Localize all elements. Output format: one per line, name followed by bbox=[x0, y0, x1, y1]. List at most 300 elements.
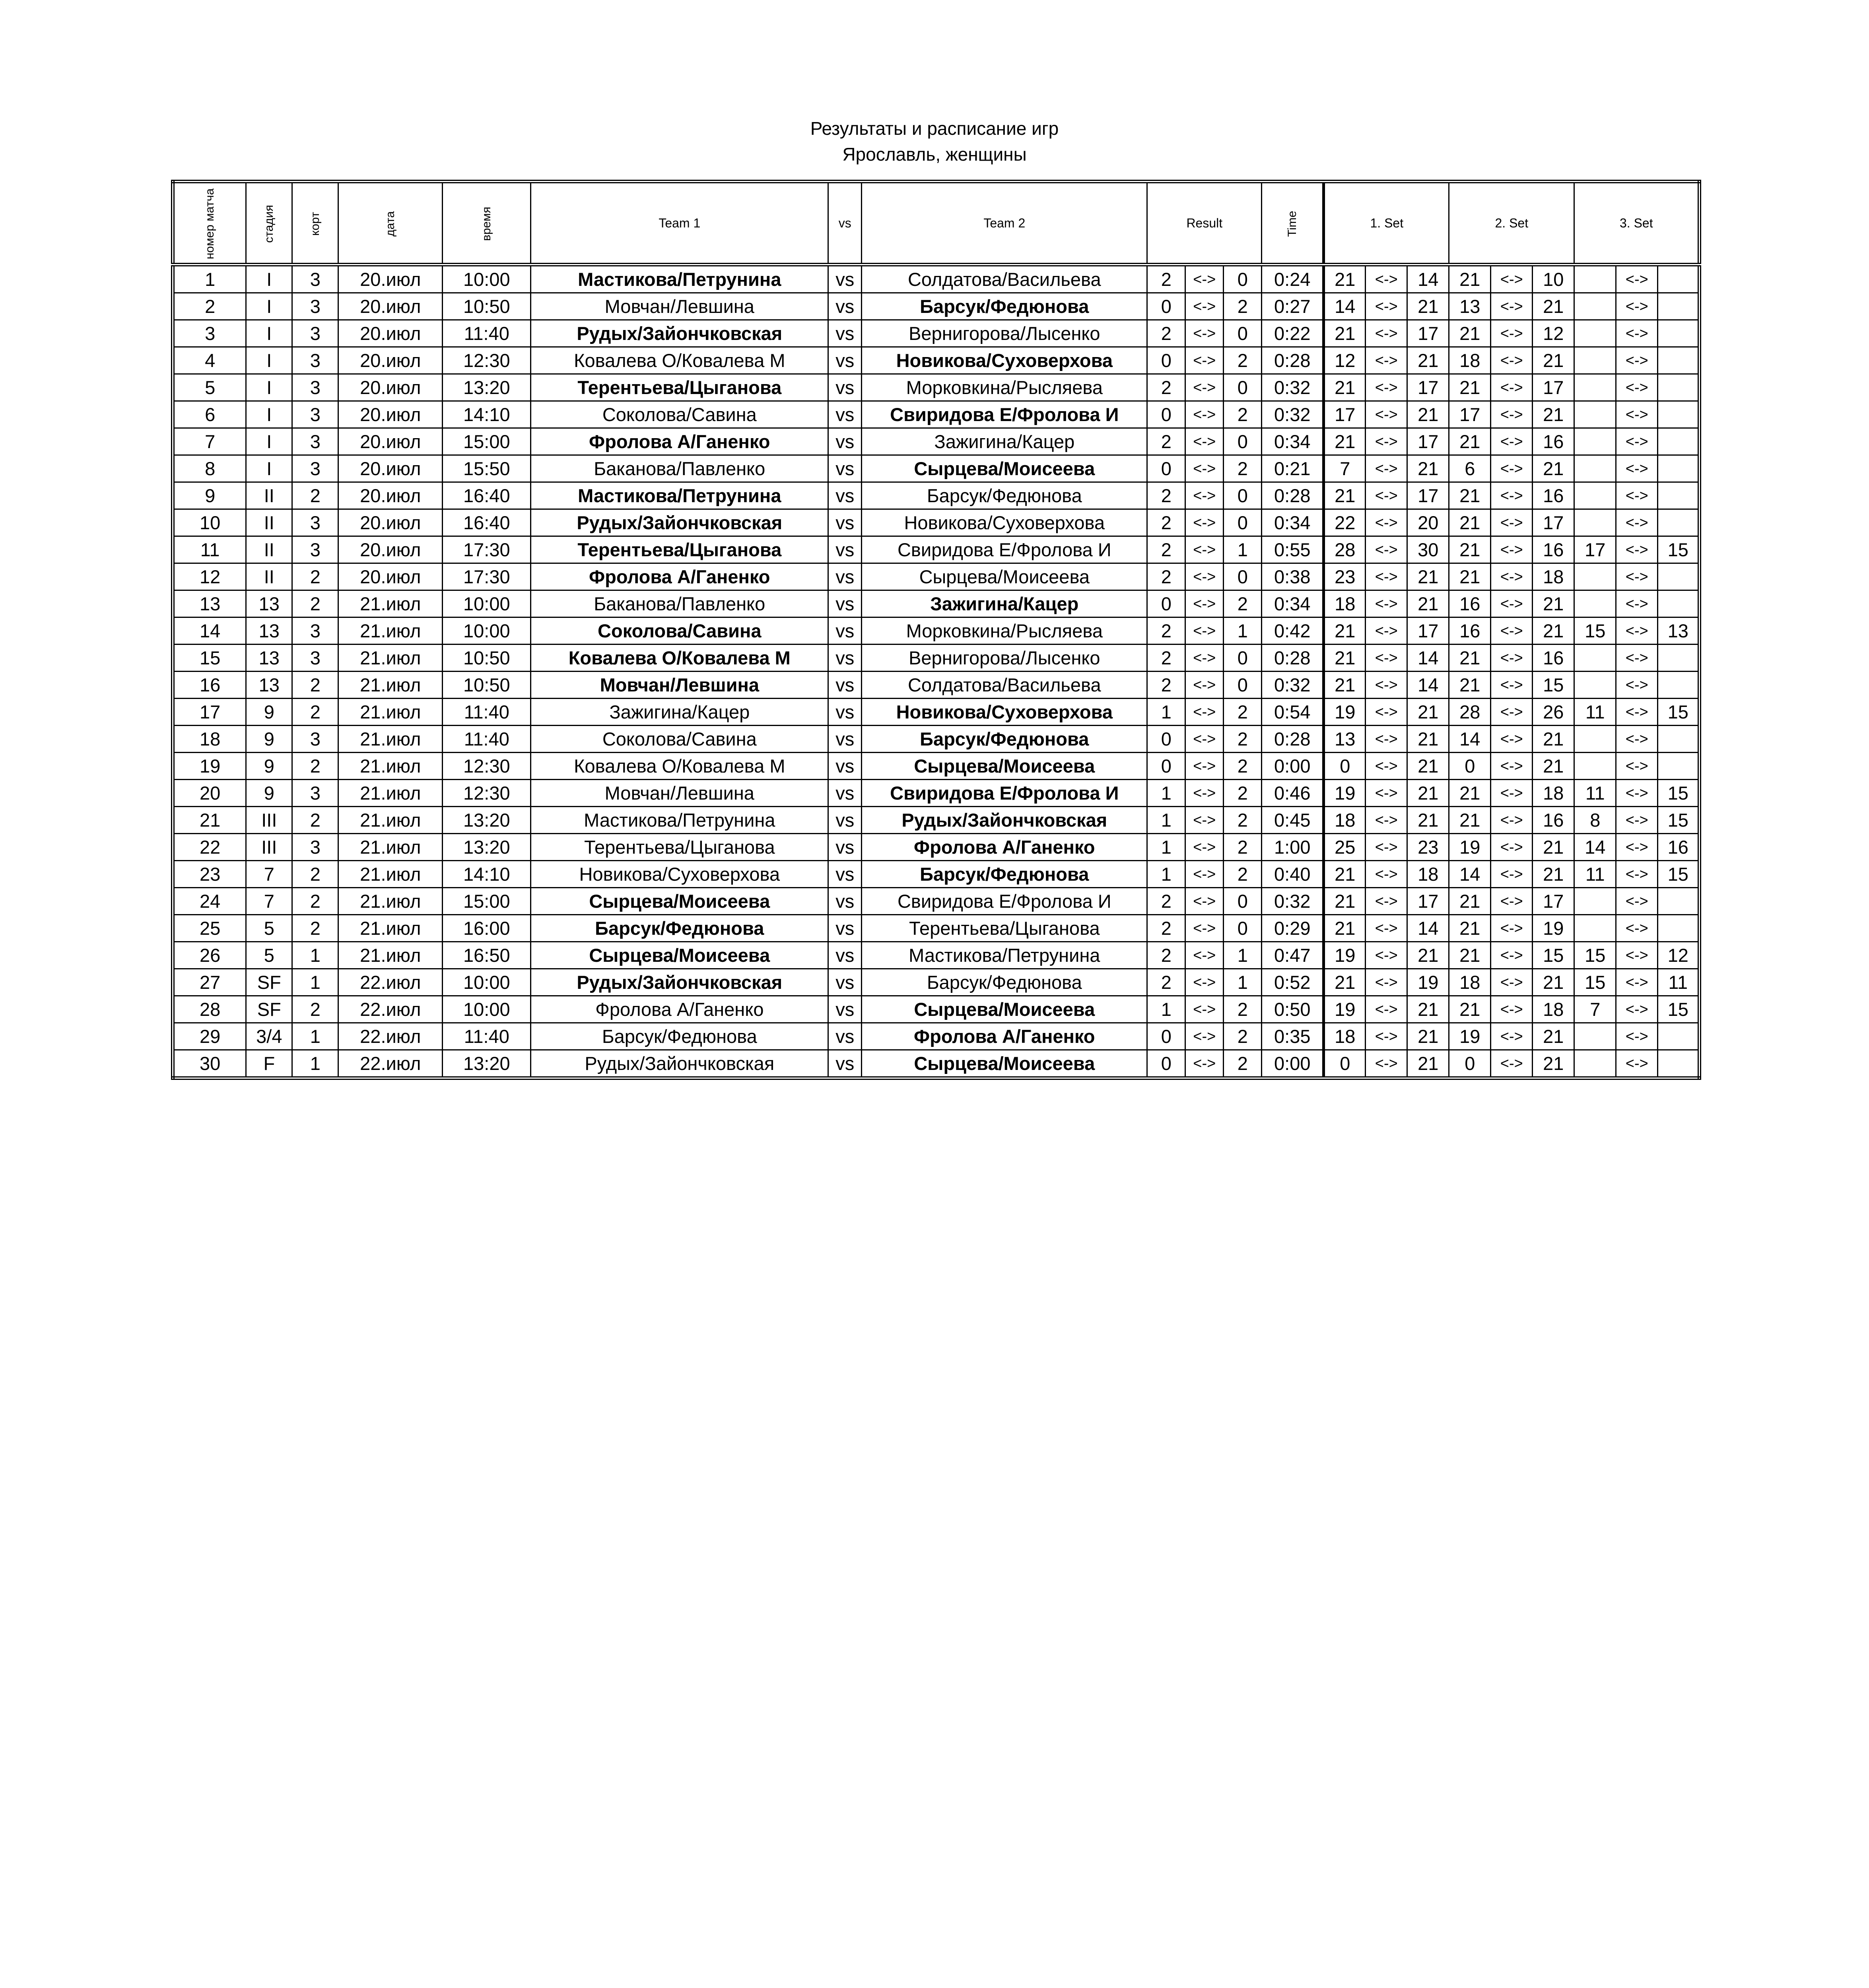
result-team1-cell: 0 bbox=[1147, 347, 1185, 374]
set1-team1-cell: 21 bbox=[1324, 672, 1366, 699]
time-cell: 16:00 bbox=[443, 915, 531, 942]
result-team2-cell: 0 bbox=[1224, 888, 1262, 915]
stage-cell: 13 bbox=[246, 672, 292, 699]
team1-cell: Рудых/Зайончковская bbox=[531, 509, 828, 536]
set3-team2-cell bbox=[1658, 482, 1700, 509]
set1-team2-cell: 14 bbox=[1407, 645, 1449, 672]
set1-arrow: <-> bbox=[1366, 780, 1407, 807]
result-team1-cell: 0 bbox=[1147, 401, 1185, 428]
set2-arrow: <-> bbox=[1491, 861, 1533, 888]
result-team2-cell: 2 bbox=[1224, 780, 1262, 807]
set1-team1-cell: 21 bbox=[1324, 888, 1366, 915]
team1-cell: Терентьева/Цыганова bbox=[531, 536, 828, 563]
result-team2-cell: 2 bbox=[1224, 753, 1262, 780]
duration-cell: 0:34 bbox=[1262, 509, 1324, 536]
set1-team2-cell: 21 bbox=[1407, 590, 1449, 617]
match-no-cell: 19 bbox=[173, 753, 246, 780]
match-no-cell: 26 bbox=[173, 942, 246, 969]
match-row bbox=[173, 672, 1700, 699]
court-cell: 3 bbox=[292, 617, 338, 645]
date-cell: 20.июл bbox=[338, 347, 443, 374]
set1-arrow: <-> bbox=[1366, 428, 1407, 455]
set1-arrow: <-> bbox=[1366, 726, 1407, 753]
set2-arrow: <-> bbox=[1491, 645, 1533, 672]
vs-cell: vs bbox=[828, 374, 862, 401]
date-cell: 21.июл bbox=[338, 726, 443, 753]
court-cell: 2 bbox=[292, 996, 338, 1023]
result-team1-cell: 2 bbox=[1147, 428, 1185, 455]
date-cell: 20.июл bbox=[338, 563, 443, 590]
match-no-cell: 15 bbox=[173, 645, 246, 672]
duration-cell: 0:54 bbox=[1262, 699, 1324, 726]
result-team2-cell: 2 bbox=[1224, 1023, 1262, 1050]
time-cell: 15:00 bbox=[443, 428, 531, 455]
match-no-cell: 24 bbox=[173, 888, 246, 915]
match-no-cell: 14 bbox=[173, 617, 246, 645]
result-team1-cell: 0 bbox=[1147, 726, 1185, 753]
set3-arrow: <-> bbox=[1616, 645, 1658, 672]
date-cell: 21.июл bbox=[338, 834, 443, 861]
set3-team2-cell bbox=[1658, 672, 1700, 699]
vs-cell: vs bbox=[828, 563, 862, 590]
result-team1-cell: 1 bbox=[1147, 861, 1185, 888]
result-team1-cell: 1 bbox=[1147, 807, 1185, 834]
team1-cell: Фролова А/Ганенко bbox=[531, 563, 828, 590]
result-team2-cell: 1 bbox=[1224, 969, 1262, 996]
header-team2: Team 2 bbox=[862, 182, 1147, 265]
set2-arrow: <-> bbox=[1491, 726, 1533, 753]
header-date: дата bbox=[338, 182, 443, 265]
court-cell: 3 bbox=[292, 265, 338, 293]
time-cell: 15:00 bbox=[443, 888, 531, 915]
result-team1-cell: 0 bbox=[1147, 1023, 1185, 1050]
result-arrow: <-> bbox=[1185, 753, 1224, 780]
set1-team2-cell: 21 bbox=[1407, 455, 1449, 482]
set2-arrow: <-> bbox=[1491, 374, 1533, 401]
time-cell: 14:10 bbox=[443, 861, 531, 888]
result-team1-cell: 2 bbox=[1147, 617, 1185, 645]
set3-team2-cell bbox=[1658, 428, 1700, 455]
set2-team1-cell: 14 bbox=[1449, 726, 1491, 753]
duration-cell: 0:52 bbox=[1262, 969, 1324, 996]
set2-team2-cell: 18 bbox=[1533, 563, 1574, 590]
set2-team2-cell: 21 bbox=[1533, 293, 1574, 320]
set2-team1-cell: 21 bbox=[1449, 428, 1491, 455]
result-arrow: <-> bbox=[1185, 996, 1224, 1023]
set2-team2-cell: 21 bbox=[1533, 726, 1574, 753]
stage-cell: SF bbox=[246, 969, 292, 996]
result-arrow: <-> bbox=[1185, 780, 1224, 807]
result-team1-cell: 2 bbox=[1147, 482, 1185, 509]
date-cell: 21.июл bbox=[338, 807, 443, 834]
team1-cell: Терентьева/Цыганова bbox=[531, 374, 828, 401]
duration-cell: 0:24 bbox=[1262, 265, 1324, 293]
set3-arrow: <-> bbox=[1616, 726, 1658, 753]
set3-arrow: <-> bbox=[1616, 347, 1658, 374]
set2-arrow: <-> bbox=[1491, 672, 1533, 699]
duration-cell: 0:47 bbox=[1262, 942, 1324, 969]
vs-cell: vs bbox=[828, 942, 862, 969]
set3-team1-cell bbox=[1574, 645, 1616, 672]
set3-arrow: <-> bbox=[1616, 753, 1658, 780]
team1-cell: Барсук/Федюнова bbox=[531, 1023, 828, 1050]
set1-team1-cell: 18 bbox=[1324, 590, 1366, 617]
result-arrow: <-> bbox=[1185, 699, 1224, 726]
set3-team1-cell: 11 bbox=[1574, 699, 1616, 726]
match-row bbox=[173, 293, 1700, 320]
time-cell: 16:50 bbox=[443, 942, 531, 969]
result-arrow: <-> bbox=[1185, 563, 1224, 590]
set2-team2-cell: 15 bbox=[1533, 672, 1574, 699]
set3-arrow: <-> bbox=[1616, 807, 1658, 834]
set2-arrow: <-> bbox=[1491, 428, 1533, 455]
result-arrow: <-> bbox=[1185, 888, 1224, 915]
vs-cell: vs bbox=[828, 265, 862, 293]
set3-team2-cell: 16 bbox=[1658, 834, 1700, 861]
time-cell: 16:40 bbox=[443, 482, 531, 509]
stage-cell: I bbox=[246, 428, 292, 455]
result-team1-cell: 0 bbox=[1147, 293, 1185, 320]
set2-arrow: <-> bbox=[1491, 996, 1533, 1023]
stage-cell: II bbox=[246, 509, 292, 536]
set2-team2-cell: 18 bbox=[1533, 996, 1574, 1023]
team2-cell: Новикова/Суховерхова bbox=[862, 509, 1147, 536]
set3-team1-cell bbox=[1574, 563, 1616, 590]
match-row bbox=[173, 807, 1700, 834]
match-row bbox=[173, 1050, 1700, 1078]
result-team2-cell: 0 bbox=[1224, 428, 1262, 455]
set1-team2-cell: 21 bbox=[1407, 699, 1449, 726]
court-cell: 2 bbox=[292, 482, 338, 509]
court-cell: 3 bbox=[292, 374, 338, 401]
result-team1-cell: 2 bbox=[1147, 942, 1185, 969]
team2-cell: Рудых/Зайончковская bbox=[862, 807, 1147, 834]
set2-team1-cell: 6 bbox=[1449, 455, 1491, 482]
set3-arrow: <-> bbox=[1616, 265, 1658, 293]
set3-team2-cell bbox=[1658, 645, 1700, 672]
set3-team1-cell bbox=[1574, 401, 1616, 428]
result-team1-cell: 0 bbox=[1147, 590, 1185, 617]
set2-team1-cell: 21 bbox=[1449, 672, 1491, 699]
set3-team2-cell bbox=[1658, 753, 1700, 780]
set1-team1-cell: 18 bbox=[1324, 1023, 1366, 1050]
court-cell: 3 bbox=[292, 428, 338, 455]
set1-team1-cell: 28 bbox=[1324, 536, 1366, 563]
set3-team1-cell: 14 bbox=[1574, 834, 1616, 861]
result-arrow: <-> bbox=[1185, 969, 1224, 996]
set2-arrow: <-> bbox=[1491, 1023, 1533, 1050]
set2-team1-cell: 0 bbox=[1449, 753, 1491, 780]
result-team1-cell: 0 bbox=[1147, 1050, 1185, 1078]
stage-cell: II bbox=[246, 563, 292, 590]
result-arrow: <-> bbox=[1185, 455, 1224, 482]
set1-team2-cell: 21 bbox=[1407, 401, 1449, 428]
header-court: корт bbox=[292, 182, 338, 265]
set2-team2-cell: 21 bbox=[1533, 590, 1574, 617]
set3-arrow: <-> bbox=[1616, 834, 1658, 861]
set2-arrow: <-> bbox=[1491, 265, 1533, 293]
set3-team1-cell bbox=[1574, 509, 1616, 536]
set1-team2-cell: 21 bbox=[1407, 780, 1449, 807]
date-cell: 20.июл bbox=[338, 320, 443, 347]
set2-team1-cell: 18 bbox=[1449, 969, 1491, 996]
match-row bbox=[173, 834, 1700, 861]
duration-cell: 0:34 bbox=[1262, 428, 1324, 455]
result-team1-cell: 2 bbox=[1147, 265, 1185, 293]
result-arrow: <-> bbox=[1185, 401, 1224, 428]
result-arrow: <-> bbox=[1185, 347, 1224, 374]
date-cell: 20.июл bbox=[338, 401, 443, 428]
result-team2-cell: 0 bbox=[1224, 374, 1262, 401]
time-cell: 12:30 bbox=[443, 347, 531, 374]
court-cell: 2 bbox=[292, 753, 338, 780]
set1-arrow: <-> bbox=[1366, 672, 1407, 699]
team1-cell: Терентьева/Цыганова bbox=[531, 834, 828, 861]
date-cell: 21.июл bbox=[338, 780, 443, 807]
result-team1-cell: 1 bbox=[1147, 996, 1185, 1023]
duration-cell: 0:55 bbox=[1262, 536, 1324, 563]
match-row bbox=[173, 455, 1700, 482]
vs-cell: vs bbox=[828, 753, 862, 780]
set2-team2-cell: 26 bbox=[1533, 699, 1574, 726]
set3-team2-cell: 15 bbox=[1658, 699, 1700, 726]
stage-cell: II bbox=[246, 482, 292, 509]
match-row bbox=[173, 617, 1700, 645]
vs-cell: vs bbox=[828, 536, 862, 563]
duration-cell: 0:38 bbox=[1262, 563, 1324, 590]
team1-cell: Фролова А/Ганенко bbox=[531, 428, 828, 455]
vs-cell: vs bbox=[828, 320, 862, 347]
stage-cell: 3/4 bbox=[246, 1023, 292, 1050]
team2-cell: Вернигорова/Лысенко bbox=[862, 320, 1147, 347]
set1-team1-cell: 21 bbox=[1324, 969, 1366, 996]
set1-team1-cell: 12 bbox=[1324, 347, 1366, 374]
result-team2-cell: 2 bbox=[1224, 455, 1262, 482]
match-no-cell: 28 bbox=[173, 996, 246, 1023]
match-no-cell: 20 bbox=[173, 780, 246, 807]
set3-team2-cell: 15 bbox=[1658, 996, 1700, 1023]
set1-team2-cell: 14 bbox=[1407, 915, 1449, 942]
court-cell: 3 bbox=[292, 834, 338, 861]
duration-cell: 0:29 bbox=[1262, 915, 1324, 942]
set2-team1-cell: 21 bbox=[1449, 807, 1491, 834]
set1-team1-cell: 13 bbox=[1324, 726, 1366, 753]
court-cell: 2 bbox=[292, 861, 338, 888]
stage-cell: 9 bbox=[246, 753, 292, 780]
set3-team1-cell: 11 bbox=[1574, 780, 1616, 807]
court-cell: 3 bbox=[292, 455, 338, 482]
set2-arrow: <-> bbox=[1491, 888, 1533, 915]
set2-team2-cell: 17 bbox=[1533, 509, 1574, 536]
set2-team2-cell: 16 bbox=[1533, 482, 1574, 509]
set2-team1-cell: 16 bbox=[1449, 590, 1491, 617]
result-team1-cell: 1 bbox=[1147, 699, 1185, 726]
time-cell: 16:40 bbox=[443, 509, 531, 536]
match-row bbox=[173, 482, 1700, 509]
result-team1-cell: 1 bbox=[1147, 834, 1185, 861]
date-cell: 21.июл bbox=[338, 888, 443, 915]
set2-team1-cell: 21 bbox=[1449, 645, 1491, 672]
set1-arrow: <-> bbox=[1366, 969, 1407, 996]
court-cell: 3 bbox=[292, 536, 338, 563]
duration-cell: 0:46 bbox=[1262, 780, 1324, 807]
header-set2: 2. Set bbox=[1449, 182, 1574, 265]
set2-team1-cell: 21 bbox=[1449, 915, 1491, 942]
set2-team2-cell: 21 bbox=[1533, 1023, 1574, 1050]
result-arrow: <-> bbox=[1185, 374, 1224, 401]
duration-cell: 0:45 bbox=[1262, 807, 1324, 834]
set1-arrow: <-> bbox=[1366, 861, 1407, 888]
duration-cell: 0:27 bbox=[1262, 293, 1324, 320]
result-team2-cell: 2 bbox=[1224, 347, 1262, 374]
set1-team2-cell: 21 bbox=[1407, 996, 1449, 1023]
set3-team1-cell: 15 bbox=[1574, 942, 1616, 969]
set2-arrow: <-> bbox=[1491, 455, 1533, 482]
set3-team2-cell bbox=[1658, 590, 1700, 617]
match-row bbox=[173, 563, 1700, 590]
result-team2-cell: 2 bbox=[1224, 293, 1262, 320]
set3-team2-cell: 12 bbox=[1658, 942, 1700, 969]
result-arrow: <-> bbox=[1185, 617, 1224, 645]
set2-arrow: <-> bbox=[1491, 780, 1533, 807]
team2-cell: Солдатова/Васильева bbox=[862, 265, 1147, 293]
court-cell: 2 bbox=[292, 888, 338, 915]
set1-team1-cell: 17 bbox=[1324, 401, 1366, 428]
duration-cell: 0:22 bbox=[1262, 320, 1324, 347]
set3-team2-cell bbox=[1658, 509, 1700, 536]
time-cell: 13:20 bbox=[443, 374, 531, 401]
stage-cell: I bbox=[246, 347, 292, 374]
team2-cell: Морковкина/Рысляева bbox=[862, 374, 1147, 401]
set3-team2-cell bbox=[1658, 320, 1700, 347]
set3-arrow: <-> bbox=[1616, 401, 1658, 428]
date-cell: 21.июл bbox=[338, 590, 443, 617]
time-cell: 10:00 bbox=[443, 265, 531, 293]
team2-cell: Фролова А/Ганенко bbox=[862, 834, 1147, 861]
match-no-cell: 17 bbox=[173, 699, 246, 726]
match-row bbox=[173, 645, 1700, 672]
result-arrow: <-> bbox=[1185, 915, 1224, 942]
duration-cell: 0:42 bbox=[1262, 617, 1324, 645]
court-cell: 3 bbox=[292, 293, 338, 320]
duration-cell: 0:32 bbox=[1262, 672, 1324, 699]
set3-team2-cell bbox=[1658, 888, 1700, 915]
header-stage: стадия bbox=[246, 182, 292, 265]
set2-team2-cell: 21 bbox=[1533, 401, 1574, 428]
duration-cell: 0:32 bbox=[1262, 401, 1324, 428]
stage-cell: III bbox=[246, 834, 292, 861]
match-row bbox=[173, 861, 1700, 888]
set2-team1-cell: 21 bbox=[1449, 563, 1491, 590]
result-arrow: <-> bbox=[1185, 942, 1224, 969]
team2-cell: Сырцева/Моисеева bbox=[862, 996, 1147, 1023]
set1-team1-cell: 21 bbox=[1324, 482, 1366, 509]
set3-team1-cell bbox=[1574, 293, 1616, 320]
duration-cell: 0:28 bbox=[1262, 482, 1324, 509]
set1-team1-cell: 21 bbox=[1324, 265, 1366, 293]
team2-cell: Барсук/Федюнова bbox=[862, 969, 1147, 996]
vs-cell: vs bbox=[828, 1023, 862, 1050]
team2-cell: Новикова/Суховерхова bbox=[862, 347, 1147, 374]
result-arrow: <-> bbox=[1185, 428, 1224, 455]
set1-team2-cell: 18 bbox=[1407, 861, 1449, 888]
result-team2-cell: 0 bbox=[1224, 482, 1262, 509]
set1-arrow: <-> bbox=[1366, 1050, 1407, 1078]
set1-arrow: <-> bbox=[1366, 347, 1407, 374]
team1-cell: Сырцева/Моисеева bbox=[531, 888, 828, 915]
team1-cell: Баканова/Павленко bbox=[531, 455, 828, 482]
team1-cell: Мовчан/Левшина bbox=[531, 293, 828, 320]
result-arrow: <-> bbox=[1185, 536, 1224, 563]
page-subtitle: Ярославль, женщины bbox=[842, 144, 1027, 165]
set3-arrow: <-> bbox=[1616, 617, 1658, 645]
match-no-cell: 29 bbox=[173, 1023, 246, 1050]
set1-team1-cell: 0 bbox=[1324, 1050, 1366, 1078]
match-row bbox=[173, 374, 1700, 401]
set1-arrow: <-> bbox=[1366, 374, 1407, 401]
date-cell: 20.июл bbox=[338, 265, 443, 293]
duration-cell: 0:28 bbox=[1262, 645, 1324, 672]
court-cell: 2 bbox=[292, 699, 338, 726]
set3-arrow: <-> bbox=[1616, 915, 1658, 942]
set1-team1-cell: 19 bbox=[1324, 780, 1366, 807]
set3-arrow: <-> bbox=[1616, 969, 1658, 996]
set3-arrow: <-> bbox=[1616, 509, 1658, 536]
page-title: Результаты и расписание игр bbox=[810, 118, 1059, 139]
stage-cell: 5 bbox=[246, 942, 292, 969]
result-team2-cell: 2 bbox=[1224, 807, 1262, 834]
vs-cell: vs bbox=[828, 645, 862, 672]
results-table bbox=[171, 180, 1701, 1080]
team2-cell: Морковкина/Рысляева bbox=[862, 617, 1147, 645]
result-arrow: <-> bbox=[1185, 509, 1224, 536]
stage-cell: 13 bbox=[246, 590, 292, 617]
team1-cell: Рудых/Зайончковская bbox=[531, 320, 828, 347]
set2-arrow: <-> bbox=[1491, 293, 1533, 320]
vs-cell: vs bbox=[828, 509, 862, 536]
vs-cell: vs bbox=[828, 482, 862, 509]
match-row bbox=[173, 347, 1700, 374]
set2-team1-cell: 21 bbox=[1449, 482, 1491, 509]
court-cell: 2 bbox=[292, 563, 338, 590]
vs-cell: vs bbox=[828, 888, 862, 915]
set1-team1-cell: 22 bbox=[1324, 509, 1366, 536]
set3-team2-cell: 15 bbox=[1658, 861, 1700, 888]
set3-team1-cell bbox=[1574, 347, 1616, 374]
match-row bbox=[173, 780, 1700, 807]
set3-team2-cell bbox=[1658, 455, 1700, 482]
match-row bbox=[173, 428, 1700, 455]
time-cell: 17:30 bbox=[443, 536, 531, 563]
vs-cell: vs bbox=[828, 672, 862, 699]
set2-arrow: <-> bbox=[1491, 590, 1533, 617]
result-team2-cell: 2 bbox=[1224, 401, 1262, 428]
date-cell: 21.июл bbox=[338, 861, 443, 888]
team1-cell: Соколова/Савина bbox=[531, 726, 828, 753]
set1-arrow: <-> bbox=[1366, 455, 1407, 482]
set2-team2-cell: 19 bbox=[1533, 915, 1574, 942]
set1-team1-cell: 0 bbox=[1324, 753, 1366, 780]
set1-arrow: <-> bbox=[1366, 888, 1407, 915]
set3-team1-cell bbox=[1574, 726, 1616, 753]
court-cell: 2 bbox=[292, 672, 338, 699]
set2-team2-cell: 21 bbox=[1533, 617, 1574, 645]
team2-cell: Зажигина/Кацер bbox=[862, 590, 1147, 617]
team1-cell: Барсук/Федюнова bbox=[531, 915, 828, 942]
match-no-cell: 8 bbox=[173, 455, 246, 482]
set2-arrow: <-> bbox=[1491, 699, 1533, 726]
set2-team1-cell: 14 bbox=[1449, 861, 1491, 888]
